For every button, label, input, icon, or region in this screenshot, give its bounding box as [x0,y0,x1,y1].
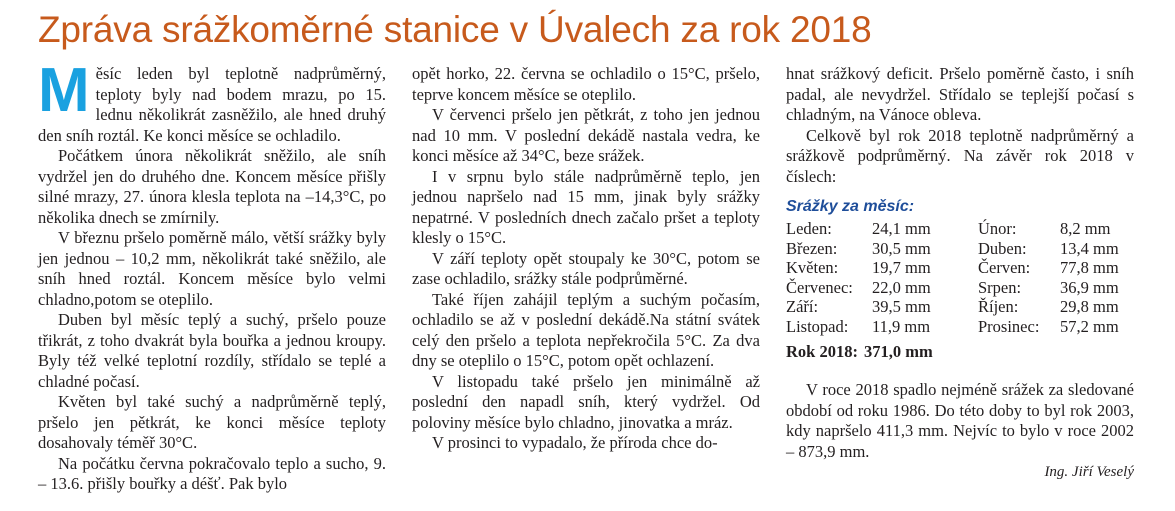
paragraph-april: Duben byl měsíc teplý a suchý, pršelo pouze třikrát, z toho dvakrát byla bouřka a jednou kroupy. Byly též velké teplotní rozdíly, střídalo se teplé a chladné počasí. [38,310,386,391]
paragraph-july: V červenci pršelo jen pětkrát, z toho jen jednou nad 10 mm. V poslední dekádě nastala vedra, ke konci měsíce až 34°C, beze srážek. [412,105,760,165]
yearly-total [786,342,1134,362]
month-label: Červen: [978,258,1031,277]
month-label: Říjen: [978,297,1019,316]
monthly-rainfall-table [786,219,1130,336]
month-value: 36,9 mm [1060,277,1119,297]
yearly-total-value: 371,0 mm [863,342,933,361]
month-value: 11,9 mm [872,316,931,336]
text-column-3 [786,64,1134,482]
month-label: Únor: [978,219,1017,238]
paragraph-may: Květen byl také suchý a nadprůměrně teplý, pršelo jen pětkrát, ke konci měsíce teploty dosahovaly téměř 30°C. [38,392,386,452]
rain-table-row [786,239,1130,259]
rain-table-row [786,297,1130,317]
month-value: 8,2 mm [1060,219,1111,238]
text-column-2 [412,64,760,454]
month-value: 13,4 mm [1060,238,1119,258]
paragraph-january: Měsíc leden byl teplotně nadprůměrný, teploty byly nad bodem mrazu, po 15. lednu několikrát zasněžilo, ale hned druhý den sníh roztál. Ke konci měsíce se ochladilo. [38,56,386,145]
paragraph-august: I v srpnu bylo stále nadprůměrně teplo, jen jednou napršelo nad 15 mm, jinak byly srážky nepatrné. V posledních dnech začalo pršet a teploty klesly o 15°C. [412,166,760,247]
drop-cap: M [38,56,90,125]
rain-table-row [786,219,1130,239]
paragraph-september: V září teploty opět stoupaly ke 30°C, potom se zase ochladilo, srážky stále podprůměrné. [412,248,760,288]
month-value: 19,7 mm [872,258,931,277]
month-label: Květen: [786,258,839,277]
paragraph-june-start: Na počátku června pokračovalo teplo a sucho, 9. – 13.6. přišly bouřky a déšť. Pak bylo [38,453,386,493]
month-label: Březen: [786,238,838,258]
month-value: 57,2 mm [1060,316,1119,336]
month-label: Srpen: [978,277,1022,297]
paragraph-march: V březnu pršelo poměrně málo, větší srážky byly jen jednou – 10,2 mm, několikrát také sněžilo, ale sníh hned roztál. Koncem měsíce bylo velmi chladno,potom se oteplilo. [38,228,386,309]
rain-table-row [786,258,1130,278]
paragraph-october: Také říjen zahájil teplým a suchým počasím, ochladilo se až v poslední dekádě.Na státní svátek celý den pršelo a teplota nepřekročila 5°C. Za dva dny se oteplilo o 15°C, potom opět ochlazení. [412,289,760,370]
month-label: Listopad: [786,316,849,336]
month-value: 39,5 mm [872,297,931,316]
paragraph-june-end: opět horko, 22. června se ochladilo o 15°C, pršelo, teprve koncem měsíce se oteplilo. [412,64,760,104]
paragraph-december-end: hnat srážkový deficit. Pršelo poměrně často, i sníh padal, ale nevydržel. Střídalo se teplejší počasí s chladným, na Vánoce obleva. [786,64,1134,124]
month-value: 30,5 mm [872,238,931,258]
rain-table-row [786,278,1130,298]
rain-table-heading: Srážky za měsíc: [786,198,915,215]
paragraph-february: Počátkem února několikrát sněžilo, ale sníh vydržel jen do druhého dne. Koncem měsíce přišly silné mrazy, 27. února klesla teplota na –14,3°C, po několika dnech se zmírnily. [38,146,386,227]
paragraph-summary: Celkově byl rok 2018 teplotně nadprůměrný a srážkově podprůměrný. Na závěr rok 2018 v číslech: [786,125,1134,186]
author-signature: Ing. Jiří Veselý [1044,464,1134,480]
paragraph-november: V listopadu také pršelo jen minimálně až poslední den napadl sníh, který vydržel. Od poloviny měsíce bylo chladno, jinovatka a mráz. [412,371,760,432]
month-value: 22,0 mm [872,277,931,297]
yearly-total-label: Rok 2018: [786,342,858,361]
text-column-1 [38,56,386,495]
article-title: Zpráva srážkoměrné stanice v Úvalech za rok 2018 [38,9,872,50]
month-label: Leden: [786,219,832,238]
paragraph-closing: V roce 2018 spadlo nejméně srážek za sledované období od roku 1986. Do této doby to byl rok 2003, kdy napršelo 411,3 mm. Nejvíc to bylo v roce 2002 – 873,9 mm. [786,380,1134,461]
month-label: Prosinec: [978,316,1040,336]
month-value: 77,8 mm [1060,258,1119,277]
month-value: 24,1 mm [872,219,931,238]
paragraph-december-start: V prosinci to vypadalo, že příroda chce do- [432,433,718,452]
month-label: Duben: [978,238,1027,258]
month-value: 29,8 mm [1060,297,1119,316]
month-label: Červenec: [786,277,853,297]
month-label: Září: [786,297,819,316]
rain-table-row [786,317,1130,337]
